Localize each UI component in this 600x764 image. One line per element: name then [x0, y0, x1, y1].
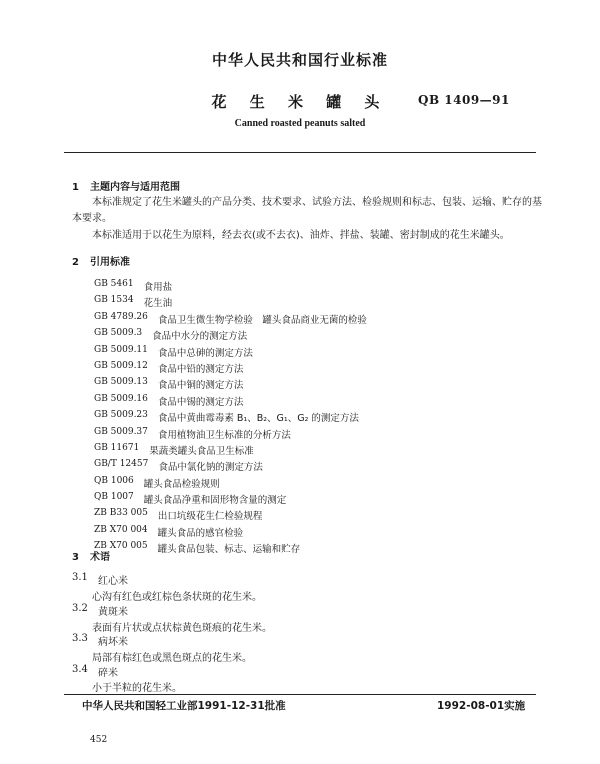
- section-1-paragraph-1-line-2: 本要求。: [72, 213, 112, 224]
- approval-statement: 中华人民共和国轻工业部1991-12-31批准: [82, 700, 286, 712]
- reference-title: 食用盐: [143, 282, 173, 293]
- reference-code: QB 1006: [94, 475, 134, 486]
- section-3-title: 术语: [90, 552, 110, 563]
- reference-code: GB 11671: [94, 442, 140, 453]
- reference-code: GB 5461: [94, 279, 134, 289]
- reference-title: 食用植物油卫生标准的分析方法: [157, 429, 291, 441]
- reference-list: [94, 279, 367, 558]
- reference-code: ZB X70 005: [94, 541, 148, 552]
- reference-code: ZB X70 004: [94, 524, 148, 535]
- standard-number: QB 1409—91: [418, 93, 510, 107]
- reference-item: [94, 508, 367, 524]
- page-number: 452: [90, 735, 108, 745]
- term-name: 病坏米: [98, 637, 128, 648]
- term-definition: 心沟有红色或红棕色条状斑的花生米。: [92, 592, 262, 603]
- reference-title: 果蔬类罐头食品卫生标准: [149, 445, 254, 457]
- reference-item: [94, 312, 367, 328]
- reference-title: 罐头食品的感官检验: [157, 527, 244, 539]
- reference-item: [94, 345, 367, 361]
- header-divider: [64, 152, 536, 153]
- reference-title: 食品中铅的测定方法: [157, 363, 244, 375]
- section-1-paragraph-2: 本标准适用于以花生为原料，经去衣(或不去衣)、油炸、拌盐、装罐、密封制成的花生米罐头。: [92, 230, 510, 241]
- document-title: 花 生 米 罐 头: [211, 93, 389, 111]
- reference-title: 花生油: [143, 298, 173, 310]
- reference-item: [94, 443, 367, 459]
- reference-code: GB 5009.11: [94, 344, 148, 355]
- section-1-heading: [72, 178, 180, 193]
- reference-title: 罐头食品检验规则: [143, 478, 220, 490]
- reference-item: [94, 476, 367, 492]
- reference-item: [94, 525, 367, 541]
- term-name: 黄斑米: [98, 607, 128, 618]
- reference-code: GB 5009.37: [94, 426, 148, 437]
- reference-code: GB 5009.13: [94, 377, 148, 388]
- term-definition: 局部有棕红色或黑色斑点的花生米。: [92, 653, 252, 664]
- term-number: 3.3: [72, 633, 88, 644]
- term-name: 碎米: [98, 668, 118, 679]
- section-2-heading: [72, 253, 130, 268]
- reference-item: [94, 459, 367, 475]
- reference-item: [94, 295, 367, 311]
- reference-title: 食品中黄曲霉毒素 B₁、B₂、G₁、G₂ 的测定方法: [157, 413, 359, 425]
- reference-item: [94, 427, 367, 443]
- section-1-paragraph-1-line-1: 本标准规定了花生米罐头的产品分类、技术要求、试验方法、检验规则和标志、包装、运输、贮存的基: [92, 197, 542, 208]
- term-definition: 小于半粒的花生米。: [92, 683, 182, 694]
- term-number: 3.4: [72, 664, 88, 675]
- reference-code: ZB B33 005: [94, 508, 148, 519]
- reference-title: 出口坑级花生仁检验规程: [157, 511, 263, 523]
- reference-code: GB 5009.23: [94, 410, 148, 421]
- issuing-body-title: 中华人民共和国行业标准: [211, 51, 388, 69]
- reference-code: GB 5009.12: [94, 360, 148, 371]
- reference-item: [94, 394, 367, 410]
- reference-item: [94, 377, 367, 393]
- term-number: 3.1: [72, 572, 88, 583]
- term-number: 3.2: [72, 603, 88, 614]
- term-definition: 表面有片状或点状棕黄色斑痕的花生米。: [92, 623, 272, 634]
- reference-item: [94, 361, 367, 377]
- reference-item: [94, 541, 367, 557]
- reference-code: GB/T 12457: [94, 459, 149, 470]
- reference-title: 食品卫生微生物学检验 罐头食品商业无菌的检验: [157, 314, 367, 326]
- reference-code: GB 4789.26: [94, 311, 148, 322]
- section-2-title: 引用标准: [90, 257, 130, 268]
- reference-code: GB 1534: [94, 295, 134, 306]
- reference-item: [94, 328, 367, 344]
- section-1-title: 主题内容与适用范围: [90, 182, 180, 193]
- section-3-heading: [72, 548, 110, 563]
- english-title: Canned roasted peanuts salted: [234, 118, 366, 129]
- reference-item: [94, 279, 367, 295]
- term-name: 红心米: [98, 576, 128, 587]
- reference-item: [94, 492, 367, 508]
- reference-code: GB 5009.16: [94, 393, 148, 404]
- reference-title: 食品中氯化钠的测定方法: [158, 462, 263, 474]
- reference-code: GB 5009.3: [94, 328, 143, 339]
- section-1-number: 1: [72, 182, 79, 193]
- implementation-date: 1992-08-01实施: [437, 700, 526, 712]
- footer-divider: [64, 694, 536, 695]
- reference-code: QB 1007: [94, 492, 134, 503]
- reference-title: 食品中铜的测定方法: [157, 380, 244, 392]
- reference-title: 食品中总砷的测定方法: [157, 347, 253, 359]
- reference-title: 罐头食品包装、标志、运输和贮存: [157, 544, 301, 556]
- reference-title: 食品中锡的测定方法: [157, 396, 244, 408]
- section-3-number: 3: [72, 552, 79, 563]
- section-2-number: 2: [72, 257, 79, 268]
- reference-item: [94, 410, 367, 426]
- reference-title: 罐头食品净重和固形物含量的测定: [143, 495, 287, 507]
- reference-title: 食品中水分的测定方法: [152, 331, 248, 343]
